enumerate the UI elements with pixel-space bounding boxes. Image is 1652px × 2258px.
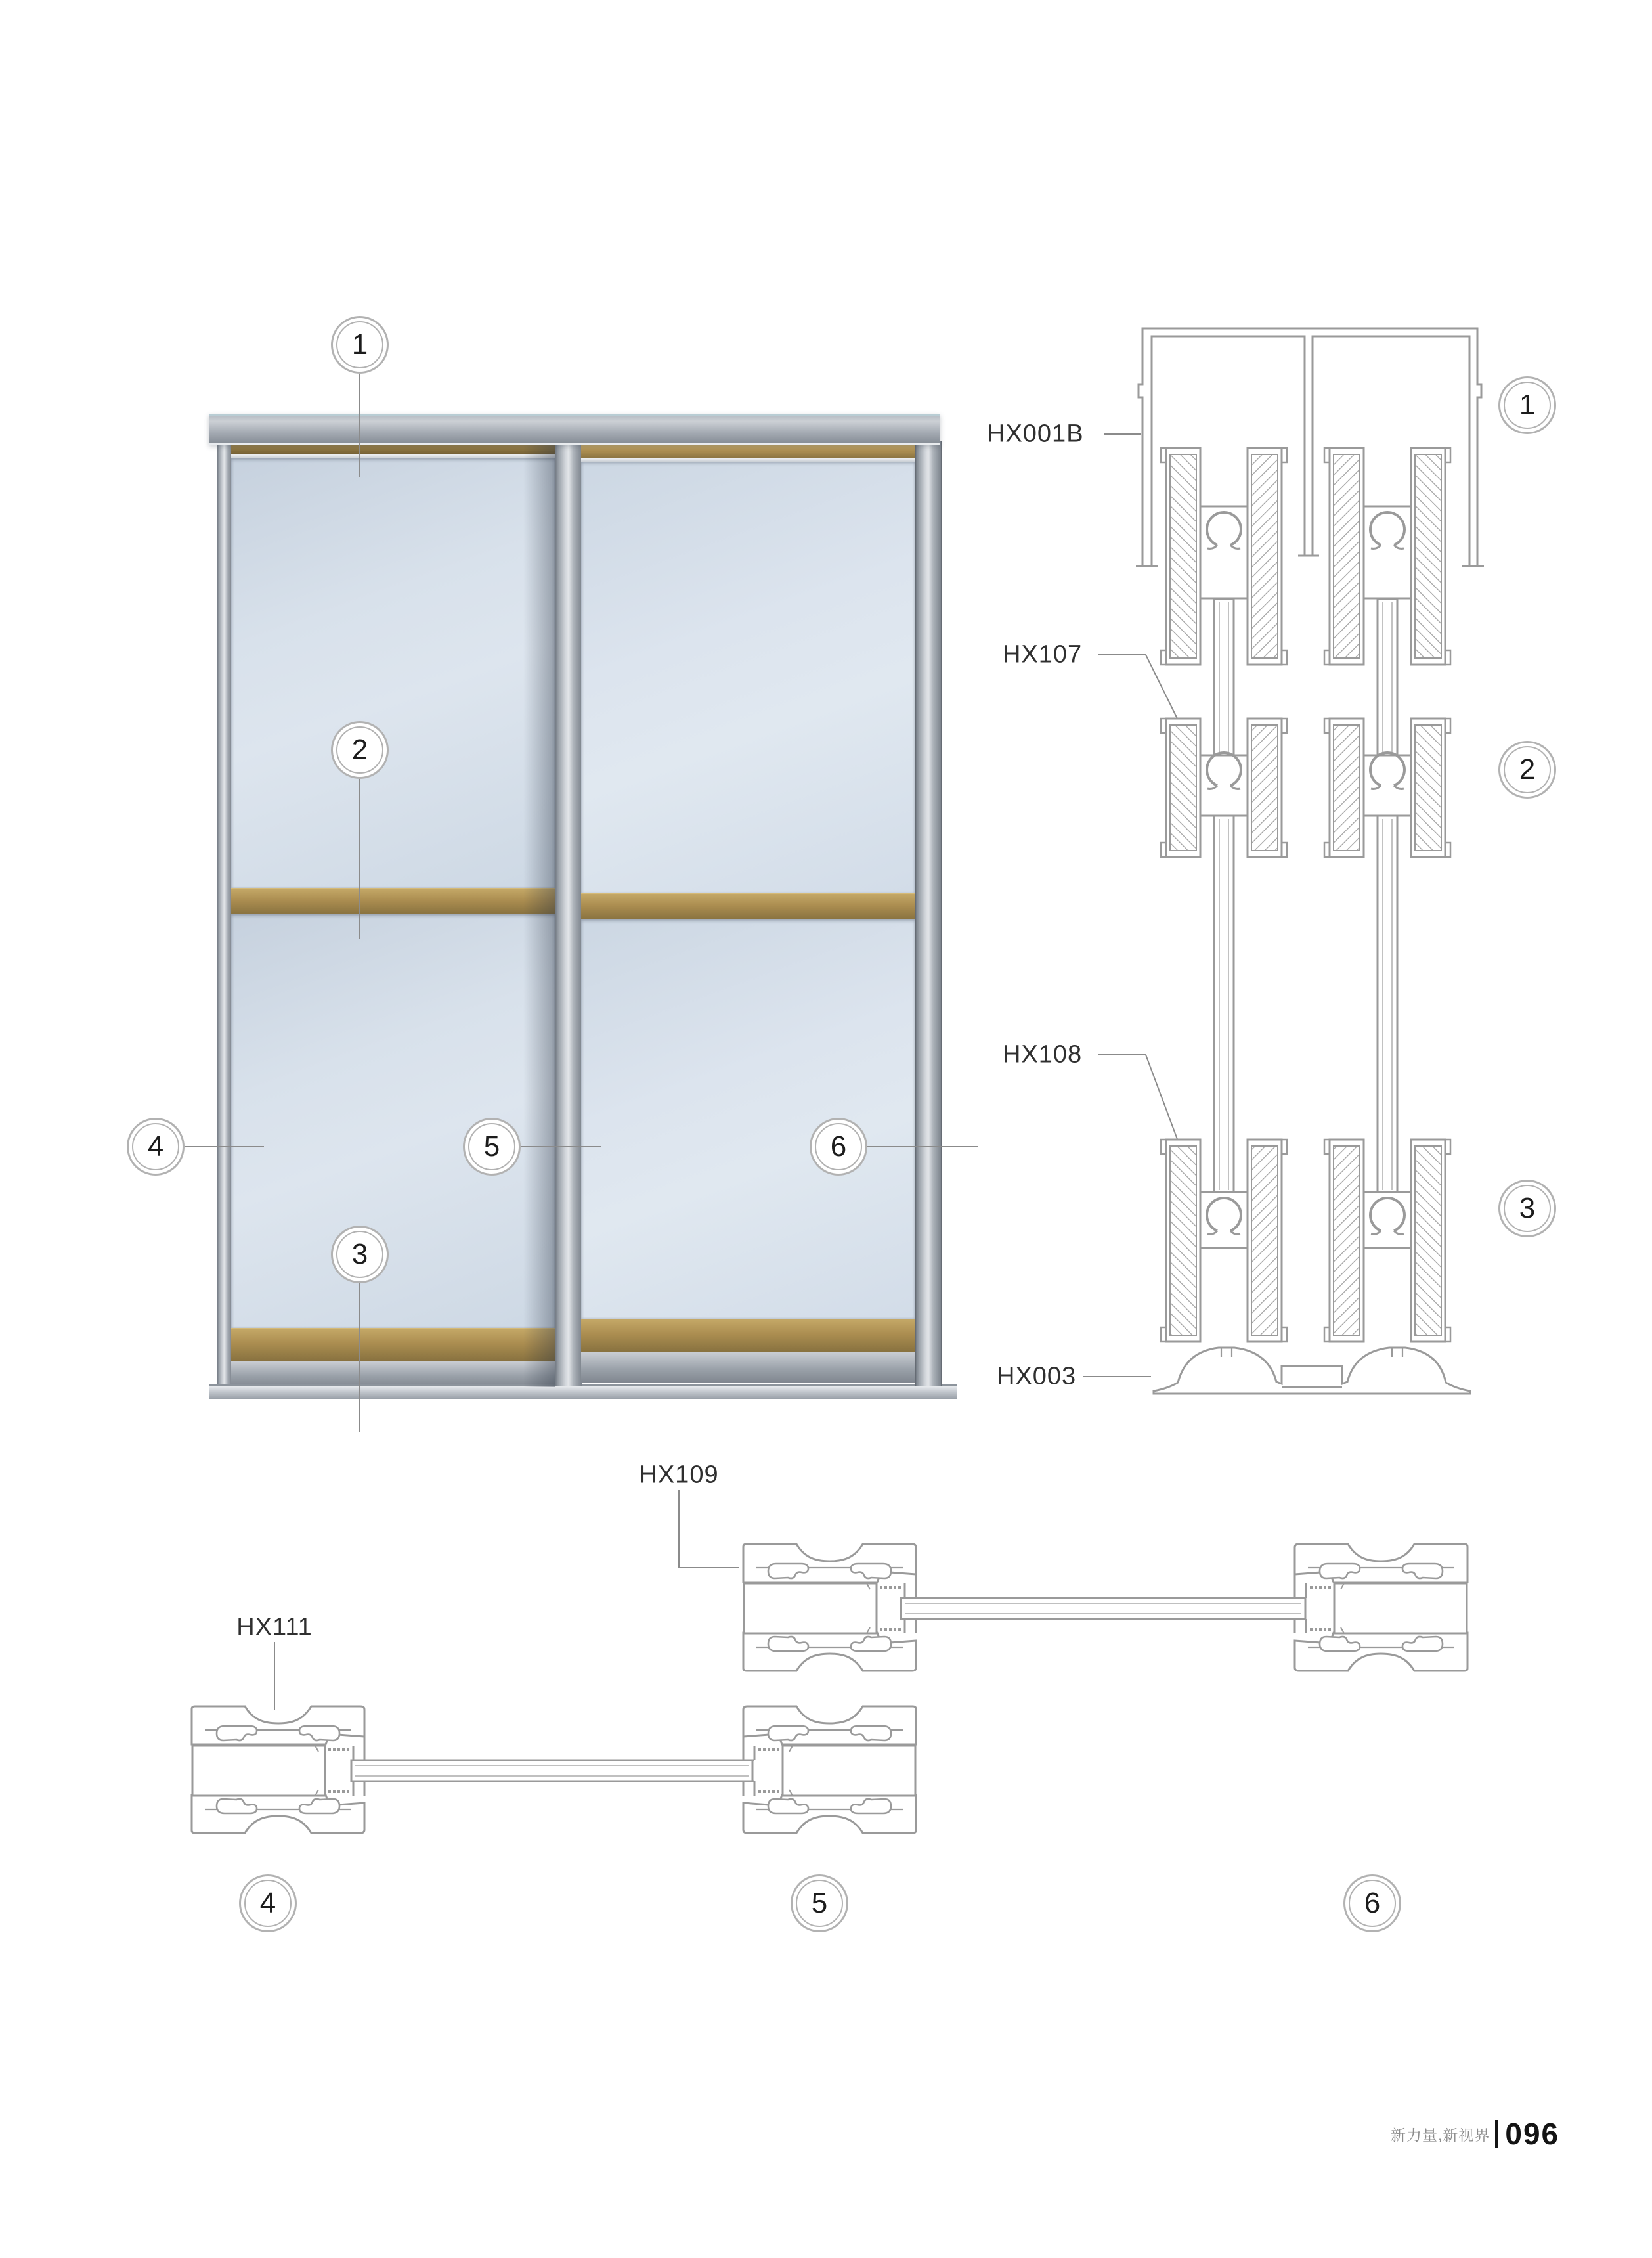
right-door-lower-glass-panel <box>581 919 915 1319</box>
profile-label-hx111: HX111 <box>236 1613 313 1641</box>
left-door-bottom-rail <box>231 1361 555 1388</box>
callout-inner-ring <box>1504 382 1551 429</box>
callout-circle-elevation-6 <box>810 1118 867 1176</box>
callout-circle-elevation-1 <box>331 316 389 374</box>
footer-page-number: 096 <box>1505 2117 1560 2151</box>
callout-inner-ring <box>468 1123 515 1170</box>
callout-number: 1 <box>1519 389 1536 421</box>
callout-inner-ring <box>244 1880 292 1927</box>
callout-inner-ring <box>336 726 383 774</box>
left-door-left-stile <box>217 441 232 1394</box>
callout-number: 2 <box>1519 753 1536 786</box>
footer-slogan: 新力量,新视界 <box>1391 2126 1490 2144</box>
callout-number: 3 <box>351 1238 368 1270</box>
callout-circle-horizontal_sections-6 <box>1343 1874 1401 1932</box>
right-door-upper-glass-panel <box>581 462 915 893</box>
profile-label-hx003: HX003 <box>997 1362 1077 1390</box>
callout-inner-ring <box>1504 746 1551 793</box>
left-door-upper-glass-panel <box>231 458 555 888</box>
callout-number: 5 <box>811 1887 828 1919</box>
profile-label-hx001b: HX001B <box>987 420 1084 448</box>
callout-inner-ring <box>815 1123 862 1170</box>
profile-label-hx109: HX109 <box>639 1461 719 1489</box>
callout-number: 2 <box>351 734 368 766</box>
page-footer <box>1391 2116 1559 2152</box>
footer-divider-bar <box>1495 2120 1498 2148</box>
left-door-bottom-wood-strip <box>231 1328 555 1361</box>
overlap-shadow <box>523 441 555 1387</box>
profile-label-hx108: HX108 <box>1003 1040 1083 1069</box>
callout-circle-vertical_sections-1 <box>1498 376 1556 434</box>
left-door-middle-wood-strip <box>231 888 555 915</box>
callout-circle-horizontal_sections-4 <box>239 1874 297 1932</box>
callout-inner-ring <box>1349 1880 1396 1927</box>
callout-number: 3 <box>1519 1192 1536 1224</box>
callout-circle-elevation-5 <box>463 1118 521 1176</box>
callout-circle-elevation-4 <box>127 1118 185 1176</box>
callout-number: 6 <box>830 1130 847 1162</box>
right-door-right-stile <box>915 441 942 1386</box>
right-door-bottom-rail <box>581 1352 915 1383</box>
callout-circle-vertical_sections-3 <box>1498 1180 1556 1237</box>
callout-number: 4 <box>147 1130 164 1162</box>
right-door-top-wood-strip <box>581 444 915 459</box>
callout-inner-ring <box>132 1123 179 1170</box>
profile-label-hx107: HX107 <box>1003 640 1083 669</box>
callout-inner-ring <box>1504 1185 1551 1232</box>
right-door-bottom-wood-strip <box>581 1319 915 1352</box>
callout-circle-horizontal_sections-5 <box>791 1874 848 1932</box>
callout-circle-elevation-3 <box>331 1226 389 1283</box>
callout-number: 6 <box>1364 1887 1381 1919</box>
top-track-header <box>209 414 940 445</box>
floor-base-strip <box>209 1384 957 1399</box>
callout-number: 5 <box>483 1130 500 1162</box>
callout-number: 4 <box>259 1887 276 1919</box>
callout-inner-ring <box>336 1231 383 1278</box>
callout-number: 1 <box>351 328 368 361</box>
right-door-middle-wood-strip <box>581 893 915 920</box>
callout-circle-elevation-2 <box>331 721 389 779</box>
callout-circle-vertical_sections-2 <box>1498 741 1556 799</box>
callout-inner-ring <box>796 1880 843 1927</box>
callout-inner-ring <box>336 321 383 368</box>
right-door-left-stile <box>555 441 582 1386</box>
